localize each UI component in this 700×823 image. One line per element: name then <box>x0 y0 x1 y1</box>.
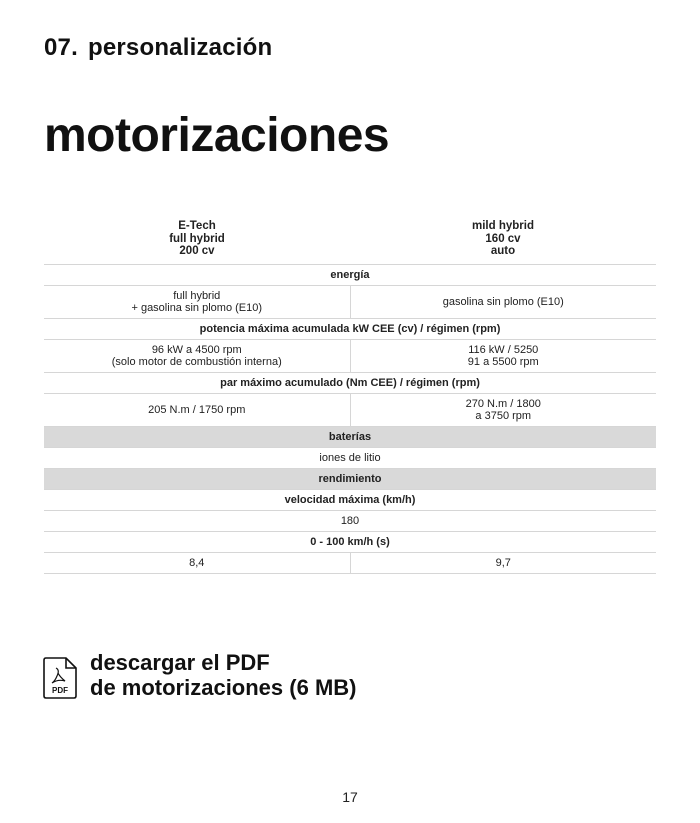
table-row-heading <box>44 319 656 340</box>
table-row <box>44 448 656 469</box>
table-row <box>44 286 656 319</box>
table-row-heading <box>44 469 656 490</box>
column-header-line: full hybrid <box>169 232 225 245</box>
pdf-icon-label: PDF <box>52 686 68 695</box>
table-row-heading <box>44 427 656 448</box>
cell-line: 270 N.m / 1800 <box>465 398 541 410</box>
download-pdf-link[interactable] <box>43 650 356 700</box>
row-heading-velocidad: velocidad máxima (km/h) <box>44 490 656 511</box>
table-cell <box>350 394 656 427</box>
cell-line: a 3750 rpm <box>475 410 532 422</box>
cell-line: (solo motor de combustión interna) <box>111 356 282 368</box>
column-header-line: mild hybrid <box>472 220 534 232</box>
table-row <box>44 511 656 532</box>
row-heading-potencia: potencia máxima acumulada kW CEE (cv) / régimen (rpm) <box>44 319 656 340</box>
table-row-heading <box>44 373 656 394</box>
table-cell <box>44 286 350 319</box>
section-title <box>44 34 272 62</box>
table-cell: 180 <box>44 511 656 532</box>
cell-line: 205 N.m / 1750 rpm <box>148 404 246 416</box>
table-cell <box>44 553 350 574</box>
row-heading-aceleracion: 0 - 100 km/h (s) <box>44 532 656 553</box>
cell-line: 116 kW / 5250 <box>468 344 539 356</box>
section-number: 07. <box>44 34 78 61</box>
table-cell <box>350 553 656 574</box>
column-header-line: 160 cv <box>485 232 521 245</box>
table-row-heading <box>44 265 656 286</box>
table-row <box>44 553 656 574</box>
cell-line: gasolina sin plomo (E10) <box>442 296 564 308</box>
row-heading-energia: energía <box>44 265 656 286</box>
column-header-line: auto <box>490 245 516 257</box>
row-heading-baterias: baterías <box>44 427 656 448</box>
cell-line: + gasolina sin plomo (E10) <box>131 302 263 314</box>
column-header-line: 200 cv <box>179 245 215 257</box>
engine-spec-table <box>44 217 656 574</box>
cell-line: 96 kW a 4500 rpm <box>151 344 242 356</box>
table-header-row <box>44 217 656 265</box>
table-cell <box>350 340 656 373</box>
column-header-etech <box>44 217 350 265</box>
row-heading-par: par máximo acumulado (Nm CEE) / régimen (rpm) <box>44 373 656 394</box>
table-cell <box>44 340 350 373</box>
table-cell <box>350 286 656 319</box>
table-row-heading <box>44 490 656 511</box>
cell-line: full hybrid <box>173 290 221 302</box>
row-heading-rendimiento: rendimiento <box>44 469 656 490</box>
table-cell <box>44 394 350 427</box>
download-label-line2[interactable]: de motorizaciones (6 MB) <box>90 675 357 700</box>
table-cell: iones de litio <box>44 448 656 469</box>
table-row <box>44 394 656 427</box>
page-number: 17 <box>342 789 358 805</box>
section-name: personalización <box>87 34 273 61</box>
pdf-file-icon <box>43 657 77 699</box>
table-row-heading <box>44 532 656 553</box>
cell-line: 9,7 <box>495 557 511 569</box>
page-title: motorizaciones <box>44 109 390 162</box>
cell-line: 91 a 5500 rpm <box>467 356 539 368</box>
column-header-mild-hybrid <box>350 217 656 265</box>
download-label[interactable] <box>90 650 356 700</box>
cell-line: 8,4 <box>189 557 205 569</box>
column-header-line: E-Tech <box>178 220 216 232</box>
table-row <box>44 340 656 373</box>
download-label-line1[interactable]: descargar el PDF <box>90 650 270 675</box>
